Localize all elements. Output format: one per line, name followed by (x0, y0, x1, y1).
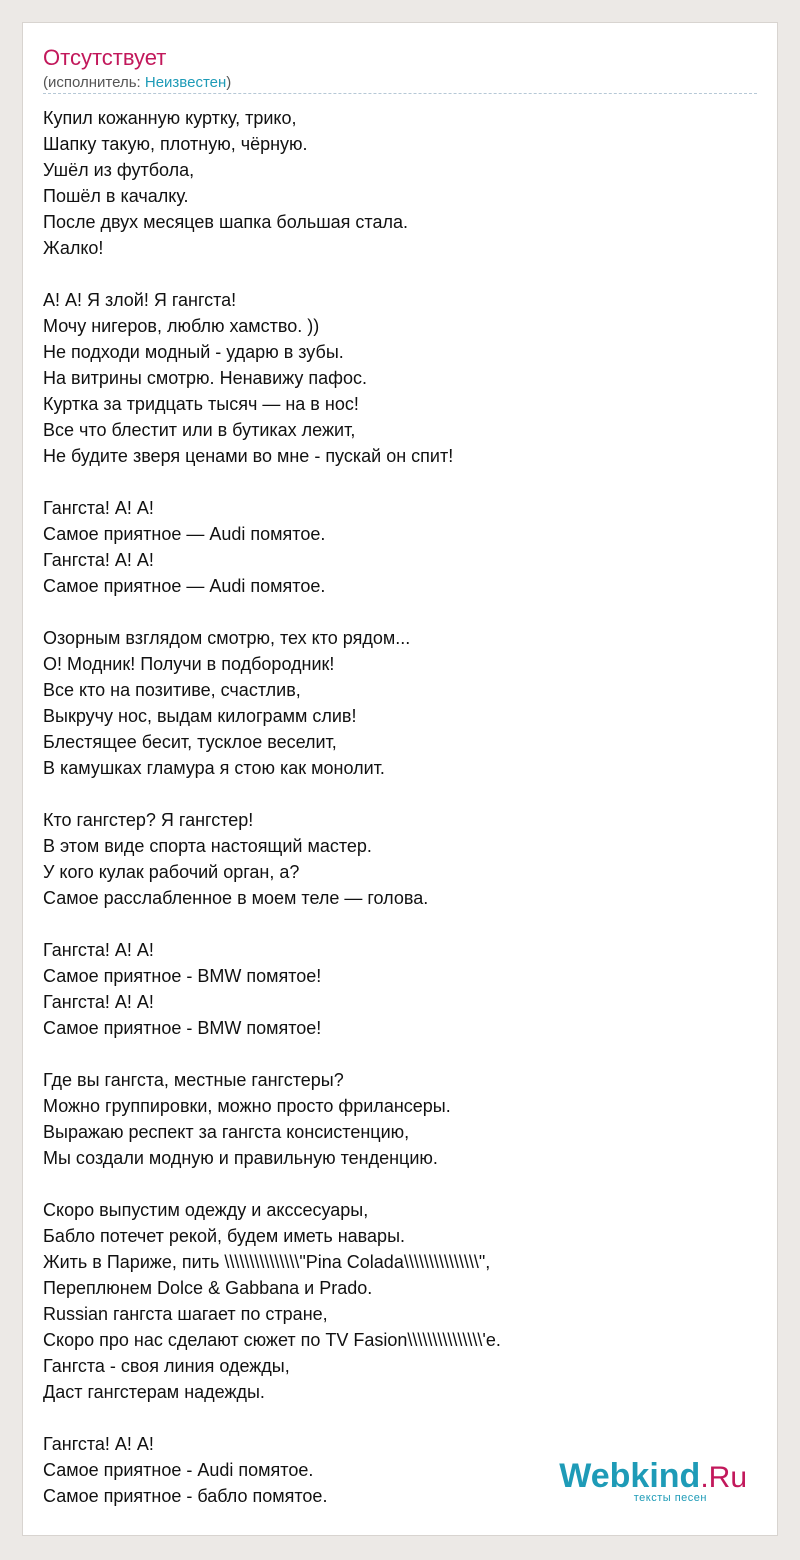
logo-tagline: тексты песен (633, 1492, 707, 1504)
logo-wordmark (547, 1457, 747, 1497)
lyrics-line: Жить в Париже, пить \\\\\\\\\\\\\\\"Pina Colada\\\\\\\\\\\\\\\", (43, 1252, 491, 1272)
lyrics-line: Самое расслабленное в моем теле — голова. (43, 888, 429, 908)
lyrics-line: Выражаю респект за гангста консистенцию, (43, 1122, 410, 1142)
lyrics-stanza (43, 1067, 759, 1171)
lyrics-stanza (43, 495, 759, 599)
lyrics-stanza (43, 1197, 759, 1405)
lyrics-line: Самое приятное - BMW помятое! (43, 1018, 322, 1038)
lyrics-line: На витрины смотрю. Ненавижу пафос. (43, 368, 367, 388)
lyrics-line: После двух месяцев шапка большая стала. (43, 212, 409, 232)
lyrics-line: В камушках гламура я стою как монолит. (43, 758, 385, 778)
lyrics-line: Гангста! А! А! (43, 498, 154, 518)
lyrics-line: Все что блестит или в бутиках лежит, (43, 420, 356, 440)
lyrics-line: Можно группировки, можно просто фрилансеры. (43, 1096, 451, 1116)
artist-line (43, 73, 231, 93)
lyrics-line: Переплюнем Dolce & Gabbana и Prado. (43, 1278, 373, 1298)
logo-name: Webkind (559, 1457, 701, 1495)
lyrics-line: Мы создали модную и правильную тенденцию. (43, 1148, 438, 1168)
lyrics-line: Самое приятное — Audi помятое. (43, 524, 326, 544)
lyrics-line: Выкручу нос, выдам килограмм слив! (43, 706, 357, 726)
lyrics-line: Купил кожанную куртку, трико, (43, 108, 297, 128)
title-divider (43, 93, 757, 94)
logo-tld: .Ru (700, 1461, 747, 1494)
lyrics-line: Гангста! А! А! (43, 992, 154, 1012)
lyrics-line: У кого кулак рабочий орган, а? (43, 862, 300, 882)
lyrics-line: Где вы гангста, местные гангстеры? (43, 1070, 344, 1090)
lyrics-line: Шапку такую, плотную, чёрную. (43, 134, 308, 154)
site-logo[interactable] (547, 1457, 747, 1513)
lyrics-card (22, 22, 778, 1536)
lyrics-line: Гангста! А! А! (43, 1434, 154, 1454)
lyrics-line: Бабло потечет рекой, будем иметь навары. (43, 1226, 406, 1246)
lyrics-line: Ушёл из футбола, (43, 160, 195, 180)
lyrics-line: Все кто на позитиве, счастлив, (43, 680, 301, 700)
lyrics-stanza (43, 287, 759, 469)
lyrics-line: Скоро про нас сделают сюжет по TV Fasion\\\\\\\\\\\\\\\'е. (43, 1330, 501, 1350)
lyrics-line: Russian гангста шагает по стране, (43, 1304, 328, 1324)
lyrics-line: Гангста! А! А! (43, 940, 154, 960)
artist-suffix: ) (226, 74, 232, 91)
lyrics-line: Гангста! А! А! (43, 550, 154, 570)
lyrics-line: Скоро выпустим одежду и акссесуары, (43, 1200, 369, 1220)
lyrics-line: Самое приятное — Audi помятое. (43, 576, 326, 596)
lyrics-line: Самое приятное - бабло помятое. (43, 1486, 328, 1506)
artist-prefix: (исполнитель: (43, 74, 145, 91)
lyrics-line: Не будите зверя ценами во мне - пускай он спит! (43, 446, 454, 466)
song-title: Отсутствует (43, 45, 167, 70)
lyrics-stanza (43, 807, 759, 911)
lyrics-line: Самое приятное - BMW помятое! (43, 966, 322, 986)
lyrics-line: Гангста - своя линия одежды, (43, 1356, 290, 1376)
lyrics-line: Даст гангстерам надежды. (43, 1382, 265, 1402)
lyrics-line: Блестящее бесит, тусклое веселит, (43, 732, 337, 752)
lyrics-body (43, 105, 759, 1535)
lyrics-line: Жалко! (43, 238, 104, 258)
lyrics-stanza (43, 937, 759, 1041)
lyrics-line: Мочу нигеров, люблю хамство. )) (43, 316, 320, 336)
artist-link[interactable]: Неизвестен (144, 74, 227, 91)
lyrics-line: О! Модник! Получи в подбородник! (43, 654, 335, 674)
lyrics-line: Куртка за тридцать тысяч — на в нос! (43, 394, 359, 414)
lyrics-line: Озорным взглядом смотрю, тех кто рядом... (43, 628, 411, 648)
lyrics-line: В этом виде спорта настоящий мастер. (43, 836, 372, 856)
lyrics-line: Кто гангстер? Я гангстер! (43, 810, 254, 830)
lyrics-line: Не подходи модный - ударю в зубы. (43, 342, 344, 362)
lyrics-stanza (43, 105, 759, 261)
lyrics-stanza (43, 625, 759, 781)
lyrics-line: А! А! Я злой! Я гангста! (43, 290, 237, 310)
lyrics-line: Пошёл в качалку. (43, 186, 189, 206)
lyrics-line: Самое приятное - Audi помятое. (43, 1460, 314, 1480)
